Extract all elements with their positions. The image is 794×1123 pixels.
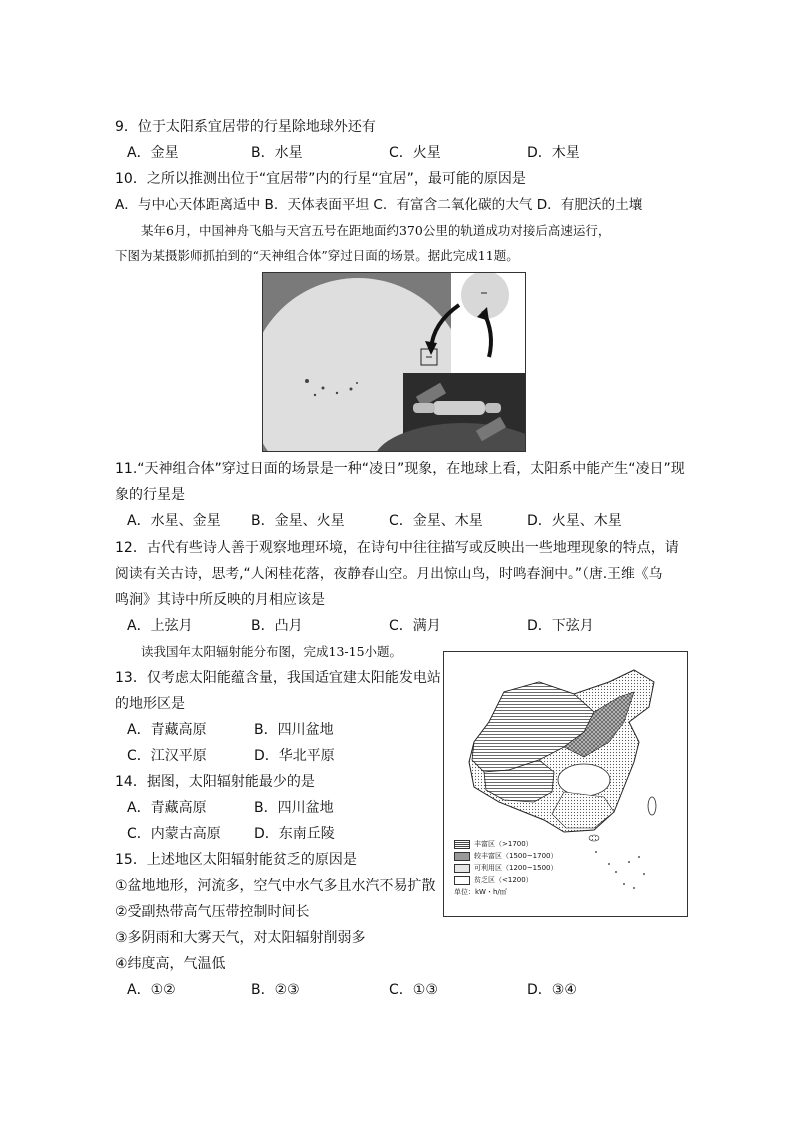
q13-option-b: B．四川盆地 xyxy=(254,722,334,738)
q14-option-c: C．内蒙古高原 xyxy=(127,826,221,842)
q11-option-b: B．金星、火星 xyxy=(251,513,345,529)
q15-stem: 15．上述地区太阳辐射能贫乏的原因是 xyxy=(115,852,357,868)
q13-stem-line1: 13．仅考虑太阳能蕴含量，我国适宜建太阳能发电站 xyxy=(115,670,441,686)
q9-option-d: D．木星 xyxy=(527,145,580,161)
legend-item-rich xyxy=(454,838,558,850)
q15-reason-2: ②受副热带高气压带控制时间长 xyxy=(115,904,310,920)
passage1-line2: 下图为某摄影师抓拍到的“天神组合体”穿过日面的场景。据此完成11题。 xyxy=(115,248,519,263)
q12-stem-line1: 12．古代有些诗人善于观察地理环境，在诗句中往往描写或反映出一些地理现象的特点，请 xyxy=(115,540,679,556)
q14-option-b: B．四川盆地 xyxy=(254,800,334,816)
q15-reason-3: ③多阴雨和大雾天气，对太阳辐射削弱多 xyxy=(115,930,366,946)
q14-option-a: A．青藏高原 xyxy=(127,800,207,816)
q13-option-a: A．青藏高原 xyxy=(127,722,207,738)
legend-label: 可利用区（1200~1500） xyxy=(474,864,558,872)
map-legend xyxy=(454,838,558,898)
legend-swatch-icon xyxy=(454,840,470,849)
q10-options: A．与中心天体距离适中 B．天体表面平坦 C．有富含二氧化碳的大气 D．有肥沃的土壤 xyxy=(115,197,643,213)
passage2: 读我国年太阳辐射能分布图，完成13-15小题。 xyxy=(141,644,403,659)
legend-label: 较丰富区（1500~1700） xyxy=(474,852,558,860)
q14-option-d: D．东南丘陵 xyxy=(254,826,335,842)
q15-reason-1: ①盆地地形，河流多，空气中水气多且水汽不易扩散 xyxy=(115,878,436,894)
legend-item-usable xyxy=(454,862,558,874)
q15-option-c: C．①③ xyxy=(389,982,438,998)
q12-option-a: A．上弦月 xyxy=(127,618,193,634)
transit-photo xyxy=(262,272,526,452)
q13-option-c: C．江汉平原 xyxy=(127,748,207,764)
q13-stem-line2: 的地形区是 xyxy=(115,696,185,712)
q13-option-d: D．华北平原 xyxy=(254,748,335,764)
q12-option-d: D．下弦月 xyxy=(527,618,594,634)
q12-option-b: B．凸月 xyxy=(251,618,303,634)
q11-stem-line2: 象的行星是 xyxy=(115,487,185,503)
q11-option-d: D．火星、木星 xyxy=(527,513,622,529)
legend-swatch-icon xyxy=(454,864,470,873)
q15-option-d: D．③④ xyxy=(527,982,577,998)
passage1-line1: 某年6月，中国神舟飞船与天宫五号在距地面约370公里的轨道成功对接后高速运行， xyxy=(141,223,611,238)
q11-option-c: C．金星、木星 xyxy=(389,513,483,529)
legend-swatch-icon xyxy=(454,876,470,885)
q9-option-c: C．火星 xyxy=(389,145,441,161)
legend-label: 贫乏区（<1200） xyxy=(474,876,533,884)
legend-item-poor xyxy=(454,874,558,886)
q15-option-b: B．②③ xyxy=(251,982,300,998)
q11-stem-line1: 11.“天神组合体”穿过日面的场景是一种“凌日”现象，在地球上看，太阳系中能产生“凌日”现 xyxy=(115,461,685,477)
q12-option-c: C．满月 xyxy=(389,618,441,634)
legend-label: 丰富区（>1700） xyxy=(474,840,533,848)
q12-stem-line2: 阅读有关古诗，思考,“人闲桂花落，夜静春山空。月出惊山鸟，时鸣春涧中。”（唐.王维《乌 xyxy=(115,566,663,582)
q9-option-b: B．水星 xyxy=(251,145,303,161)
q15-reason-4: ④纬度高，气温低 xyxy=(115,956,226,972)
q14-stem: 14．据图，太阳辐射能最少的是 xyxy=(115,774,315,790)
q15-option-a: A．①② xyxy=(127,982,176,998)
transit-photo-graphic xyxy=(263,273,525,451)
q9-stem: 9．位于太阳系宜居带的行星除地球外还有 xyxy=(115,119,376,135)
solar-radiation-map xyxy=(443,651,688,917)
q11-option-a: A．水星、金星 xyxy=(127,513,221,529)
q12-stem-line3: 鸣涧》其诗中所反映的月相应该是 xyxy=(115,592,325,608)
legend-unit: 单位：kW・h/㎡ xyxy=(454,888,507,896)
legend-item-fairly-rich xyxy=(454,850,558,862)
legend-swatch-icon xyxy=(454,852,470,861)
q9-option-a: A．金星 xyxy=(127,145,179,161)
q10-stem: 10．之所以推测出位于“宜居带”内的行星“宜居”，最可能的原因是 xyxy=(115,171,526,187)
